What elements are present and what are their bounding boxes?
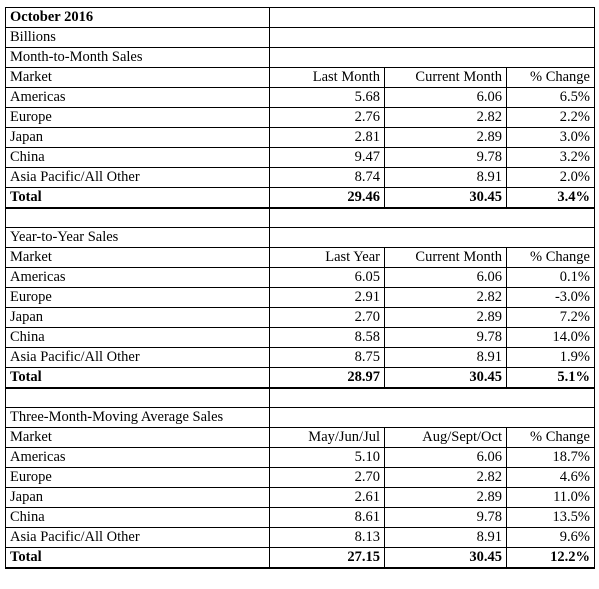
column-header: % Change <box>507 247 595 267</box>
value-cell: 8.13 <box>270 527 385 547</box>
spacer-cell <box>270 208 595 227</box>
spacer-cell <box>270 388 595 407</box>
section-heading-blank <box>270 227 595 247</box>
table-row <box>6 527 595 547</box>
section-heading: Month-to-Month Sales <box>6 48 270 68</box>
value-cell: 8.61 <box>270 507 385 527</box>
table-row <box>6 447 595 467</box>
value-cell: 2.76 <box>270 108 385 128</box>
market-name: Asia Pacific/All Other <box>6 527 270 547</box>
value-cell: 8.91 <box>385 527 507 547</box>
unit-label: Billions <box>6 28 270 48</box>
unit-row <box>6 28 595 48</box>
market-name: Americas <box>6 267 270 287</box>
value-cell: 8.75 <box>270 347 385 367</box>
title-row <box>6 8 595 28</box>
value-cell: 6.06 <box>385 267 507 287</box>
section-heading: Year-to-Year Sales <box>6 227 270 247</box>
column-header-row <box>6 68 595 88</box>
total-value: 30.45 <box>385 367 507 388</box>
table-row <box>6 287 595 307</box>
spacer-cell <box>6 388 270 407</box>
value-cell: 6.06 <box>385 447 507 467</box>
spacer-row <box>6 388 595 407</box>
spacer-row <box>6 208 595 227</box>
table-row <box>6 347 595 367</box>
section-heading-row <box>6 407 595 427</box>
value-cell: 7.2% <box>507 307 595 327</box>
value-cell: 0.1% <box>507 267 595 287</box>
market-name: Americas <box>6 447 270 467</box>
total-row <box>6 367 595 388</box>
value-cell: 2.89 <box>385 307 507 327</box>
value-cell: 11.0% <box>507 487 595 507</box>
market-name: China <box>6 148 270 168</box>
table-row <box>6 168 595 188</box>
total-value: 30.45 <box>385 547 507 568</box>
value-cell: 2.70 <box>270 467 385 487</box>
market-name: Europe <box>6 467 270 487</box>
market-name: Europe <box>6 287 270 307</box>
title-row-blank <box>270 8 595 28</box>
total-label: Total <box>6 188 270 209</box>
total-row <box>6 547 595 568</box>
section-heading-row <box>6 227 595 247</box>
value-cell: 14.0% <box>507 327 595 347</box>
total-label: Total <box>6 547 270 568</box>
market-name: Japan <box>6 487 270 507</box>
value-cell: 2.61 <box>270 487 385 507</box>
total-value: 27.15 <box>270 547 385 568</box>
value-cell: 6.06 <box>385 88 507 108</box>
table-row <box>6 148 595 168</box>
total-value: 5.1% <box>507 367 595 388</box>
table-row <box>6 307 595 327</box>
value-cell: 8.91 <box>385 168 507 188</box>
table-row <box>6 467 595 487</box>
total-value: 30.45 <box>385 188 507 209</box>
value-cell: 2.70 <box>270 307 385 327</box>
table-row <box>6 487 595 507</box>
column-header: Market <box>6 427 270 447</box>
value-cell: 2.2% <box>507 108 595 128</box>
table-row <box>6 267 595 287</box>
value-cell: 1.9% <box>507 347 595 367</box>
unit-row-blank <box>270 28 595 48</box>
total-value: 3.4% <box>507 188 595 209</box>
value-cell: 2.89 <box>385 128 507 148</box>
column-header-row <box>6 247 595 267</box>
market-name: China <box>6 327 270 347</box>
sales-table-body <box>6 8 595 568</box>
value-cell: 9.78 <box>385 148 507 168</box>
total-label: Total <box>6 367 270 388</box>
column-header-row <box>6 427 595 447</box>
total-value: 29.46 <box>270 188 385 209</box>
table-row <box>6 88 595 108</box>
column-header: Last Month <box>270 68 385 88</box>
value-cell: 2.81 <box>270 128 385 148</box>
market-name: China <box>6 507 270 527</box>
total-value: 28.97 <box>270 367 385 388</box>
value-cell: 2.82 <box>385 108 507 128</box>
section-heading-blank <box>270 407 595 427</box>
value-cell: -3.0% <box>507 287 595 307</box>
column-header: Market <box>6 68 270 88</box>
value-cell: 8.91 <box>385 347 507 367</box>
value-cell: 6.5% <box>507 88 595 108</box>
market-name: Americas <box>6 88 270 108</box>
value-cell: 13.5% <box>507 507 595 527</box>
market-name: Japan <box>6 128 270 148</box>
value-cell: 2.0% <box>507 168 595 188</box>
value-cell: 9.78 <box>385 507 507 527</box>
sales-table <box>5 7 595 569</box>
column-header: May/Jun/Jul <box>270 427 385 447</box>
total-value: 12.2% <box>507 547 595 568</box>
column-header: % Change <box>507 68 595 88</box>
value-cell: 18.7% <box>507 447 595 467</box>
value-cell: 9.78 <box>385 327 507 347</box>
value-cell: 5.68 <box>270 88 385 108</box>
column-header: Last Year <box>270 247 385 267</box>
table-row <box>6 507 595 527</box>
market-name: Europe <box>6 108 270 128</box>
section-heading: Three-Month-Moving Average Sales <box>6 407 270 427</box>
section-heading-row <box>6 48 595 68</box>
table-row <box>6 128 595 148</box>
column-header: Aug/Sept/Oct <box>385 427 507 447</box>
value-cell: 3.2% <box>507 148 595 168</box>
market-name: Japan <box>6 307 270 327</box>
market-name: Asia Pacific/All Other <box>6 347 270 367</box>
value-cell: 5.10 <box>270 447 385 467</box>
value-cell: 9.47 <box>270 148 385 168</box>
value-cell: 2.82 <box>385 287 507 307</box>
table-row <box>6 327 595 347</box>
value-cell: 6.05 <box>270 267 385 287</box>
spacer-cell <box>6 208 270 227</box>
section-heading-blank <box>270 48 595 68</box>
value-cell: 9.6% <box>507 527 595 547</box>
value-cell: 8.58 <box>270 327 385 347</box>
total-row <box>6 188 595 209</box>
value-cell: 8.74 <box>270 168 385 188</box>
report-title: October 2016 <box>6 8 270 28</box>
value-cell: 2.82 <box>385 467 507 487</box>
value-cell: 4.6% <box>507 467 595 487</box>
table-row <box>6 108 595 128</box>
value-cell: 3.0% <box>507 128 595 148</box>
value-cell: 2.91 <box>270 287 385 307</box>
column-header: Current Month <box>385 68 507 88</box>
column-header: Market <box>6 247 270 267</box>
column-header: Current Month <box>385 247 507 267</box>
market-name: Asia Pacific/All Other <box>6 168 270 188</box>
value-cell: 2.89 <box>385 487 507 507</box>
column-header: % Change <box>507 427 595 447</box>
